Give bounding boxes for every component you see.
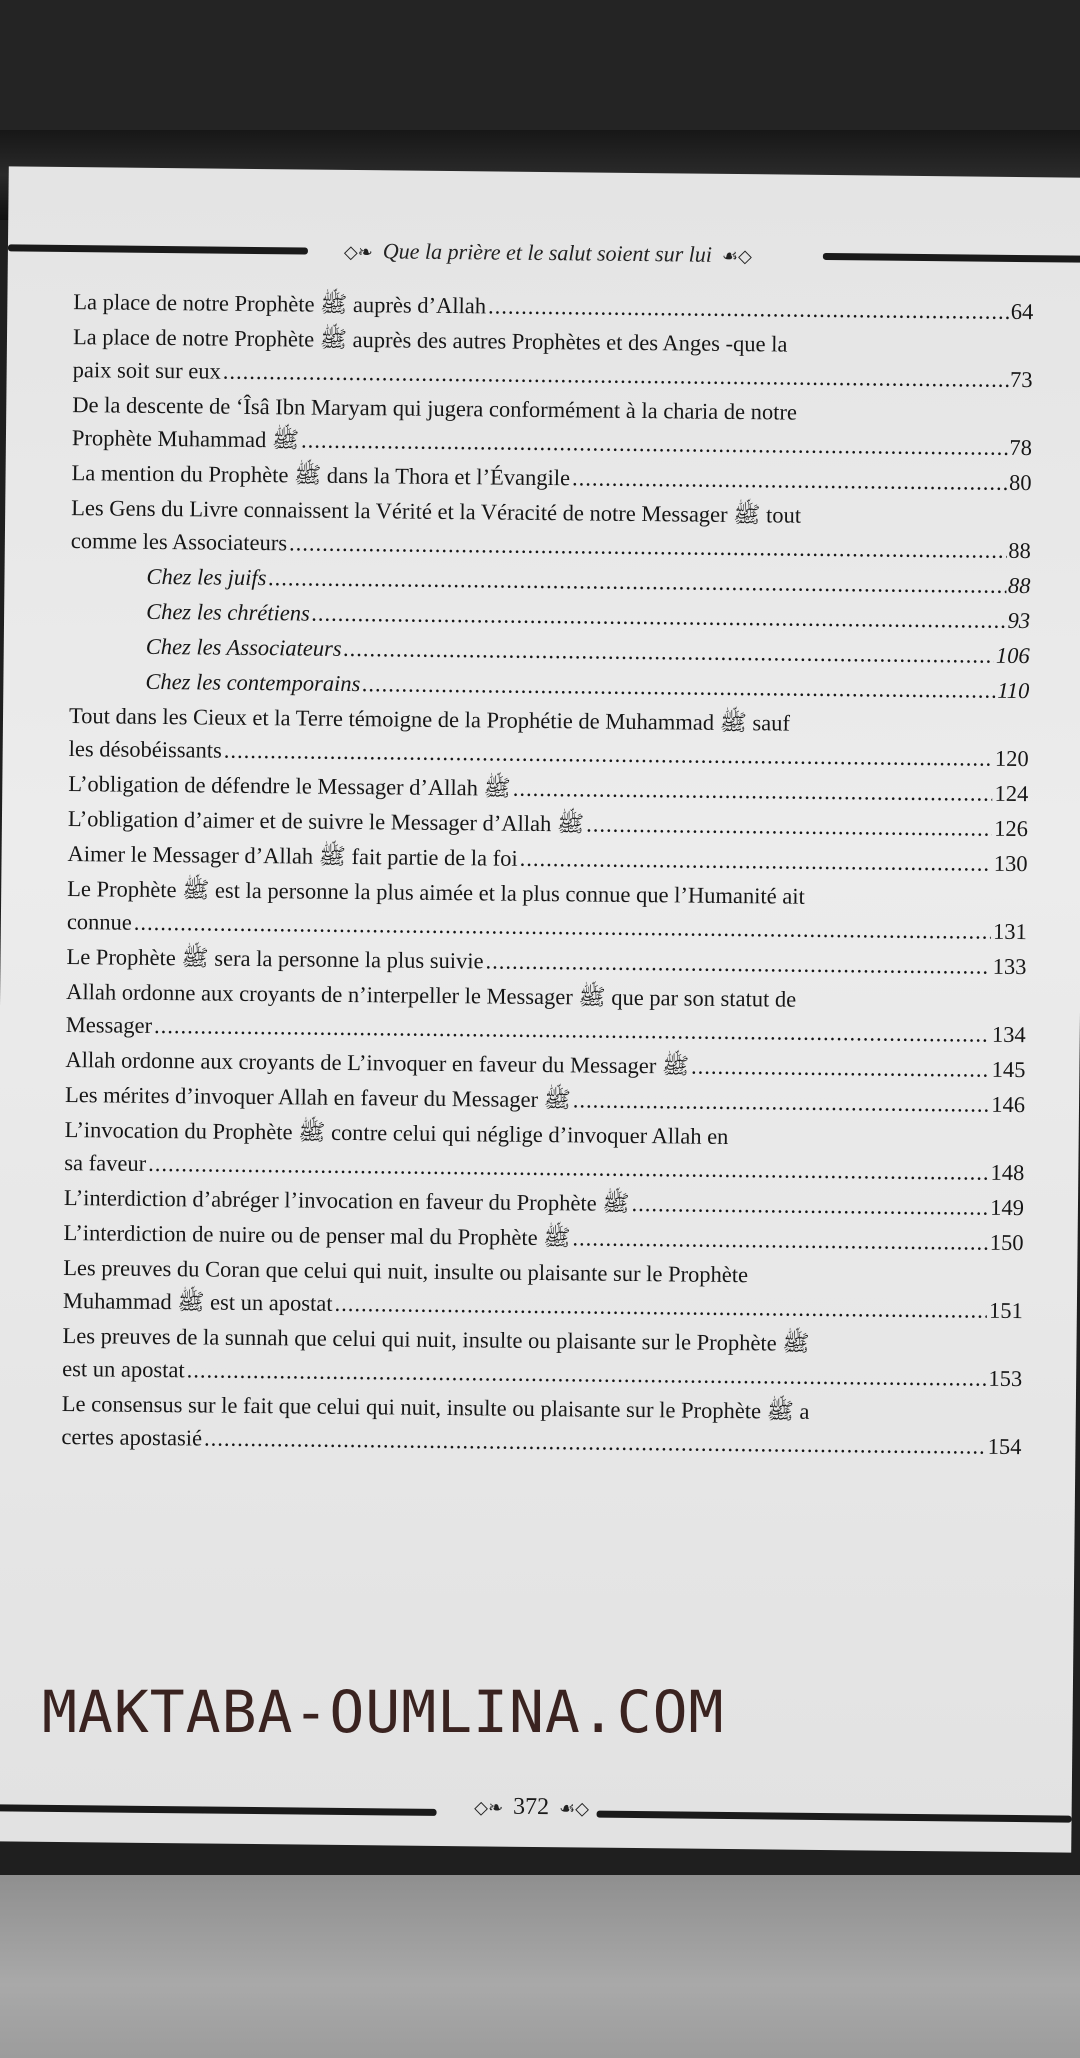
page-number: 372 (512, 1793, 550, 1821)
toc-page-number: 148 (990, 1159, 1025, 1186)
dot-leader (520, 842, 992, 880)
dot-leader (485, 944, 990, 982)
ornament-icon: ◇❧ (343, 241, 373, 263)
toc-entry (72, 388, 1033, 464)
toc-title: certes apostasié (61, 1424, 203, 1451)
toc-title: Tout dans les Cieux et la Terre témoigne de la Prophétie de Muhammad ﷺ sauf (68, 703, 791, 736)
toc-title: Le Prophète ﷺ est la personne la plus aimée et la plus connue que l’Humanité ait (67, 876, 805, 909)
toc-page-number: 133 (992, 953, 1027, 980)
dot-leader (572, 461, 1007, 499)
dot-leader (301, 423, 1008, 463)
toc-title: Les Gens du Livre connaissent la Vérité et la Véracité de notre Messager ﷺ tout (71, 495, 802, 528)
dot-leader (204, 1422, 986, 1463)
dot-leader (224, 734, 993, 775)
bottom-background (0, 1875, 1080, 2058)
toc-title: La place de notre Prophète ﷺ auprès des autres Prophètes et des Anges -que la (72, 324, 788, 357)
toc-title: La mention du Prophète ﷺ dans la Thora et l’Évangile (71, 460, 571, 491)
watermark: MAKTABA-OUMLINA.COM (42, 1678, 725, 1746)
toc-title: Chez les juifs (146, 563, 267, 591)
dot-leader (631, 1187, 988, 1224)
toc-page-number: 88 (1008, 537, 1031, 564)
toc-entry (64, 1113, 1025, 1189)
toc-title: est un apostat (62, 1356, 185, 1383)
toc-page-number: 153 (988, 1365, 1023, 1392)
toc-page-number: 131 (992, 918, 1027, 945)
toc-page-number: 126 (994, 815, 1029, 842)
toc-page-number: 106 (995, 642, 1030, 669)
toc-title: L’invocation du Prophète ﷺ contre celui qui néglige d’invoquer Allah en (64, 1117, 729, 1149)
toc-entry (73, 320, 1034, 396)
toc-page-number: 93 (1007, 607, 1031, 634)
dot-leader (691, 1050, 990, 1086)
toc-title: De la descente de ‘Îsâ Ibn Maryam qui jugera conformément à la charia de notre (72, 392, 798, 425)
toc-title: Chez les contemporains (145, 668, 361, 697)
running-head-text: Que la prière et le salut soient sur lui (382, 238, 713, 267)
toc-title: Allah ordonne aux croyants de L’invoquer en faveur du Messager ﷺ (65, 1047, 690, 1079)
dot-leader (572, 1221, 988, 1258)
toc-page-number: 130 (993, 850, 1028, 877)
top-bar (0, 0, 1080, 130)
toc-entry (66, 975, 1027, 1051)
dot-leader (334, 1287, 987, 1327)
toc-title: comme les Associateurs (70, 528, 288, 556)
toc-page-number: 151 (988, 1297, 1024, 1324)
toc-title: sa faveur (64, 1150, 147, 1176)
dot-leader (187, 1353, 987, 1394)
toc-entry (67, 872, 1028, 948)
book-page (0, 166, 1080, 1852)
toc-title: les désobéissants (68, 736, 222, 763)
toc-page-number: 154 (987, 1433, 1022, 1460)
dot-leader (289, 526, 1007, 567)
dot-leader (586, 807, 992, 844)
toc-title: Muhammad ﷺ est un apostat (62, 1288, 333, 1316)
toc-page-number: 78 (1009, 434, 1033, 461)
toc-entry (71, 491, 1032, 567)
toc-entry (63, 1251, 1024, 1327)
toc-entry (61, 1387, 1022, 1463)
toc-page-number: 124 (994, 780, 1029, 807)
toc-title: Messager (65, 1012, 153, 1038)
toc-title: L’obligation d’aimer et de suivre le Messager d’Allah ﷺ (67, 806, 585, 837)
toc-title: Chez les chrétiens (146, 598, 310, 626)
toc-entry (62, 1319, 1023, 1395)
toc-page-number: 73 (1009, 366, 1033, 393)
dot-leader (312, 597, 1006, 637)
toc-title: L’obligation de défendre le Messager d’Allah ﷺ (68, 771, 511, 801)
dot-leader (223, 355, 1009, 396)
table-of-contents (61, 285, 1033, 1465)
dot-leader (488, 289, 1009, 327)
ornament-icon: ☙◇ (559, 1798, 590, 1819)
dot-leader (513, 772, 993, 810)
toc-page-number: 120 (994, 745, 1029, 772)
toc-page-number: 149 (990, 1194, 1025, 1221)
ornament-icon: ☙◇ (721, 245, 753, 267)
toc-title: Allah ordonne aux croyants de n’interpeller le Messager ﷺ que par son statut de (66, 979, 797, 1012)
toc-title: Prophète Muhammad ﷺ (71, 425, 300, 453)
toc-title: Les preuves du Coran que celui qui nuit, insulte ou plaisante sur le Prophète (63, 1255, 749, 1288)
toc-page-number: 145 (991, 1056, 1026, 1083)
toc-title: L’interdiction de nuire ou de penser mal du Prophète ﷺ (63, 1220, 571, 1251)
toc-title: L’interdiction d’abréger l’invocation en faveur du Prophète ﷺ (63, 1185, 630, 1216)
toc-title: La place de notre Prophète ﷺ auprès d’Allah (73, 289, 487, 319)
toc-title: connue (66, 909, 133, 935)
page-folio (0, 1788, 1072, 1826)
running-head (8, 234, 1080, 271)
toc-page-number: 64 (1010, 298, 1034, 325)
toc-page-number: 146 (991, 1091, 1026, 1118)
ornament-icon: ◇❧ (474, 1797, 504, 1818)
toc-page-number: 88 (1007, 572, 1031, 599)
toc-page-number: 110 (997, 677, 1030, 704)
toc-title: Le consensus sur le fait que celui qui nuit, insulte ou plaisante sur le Prophète ﷺ a (61, 1391, 810, 1424)
toc-page-number: 150 (989, 1229, 1024, 1256)
toc-title: Les mérites d’invoquer Allah en faveur du Messager ﷺ (64, 1082, 571, 1113)
toc-title: paix soit sur eux (72, 357, 221, 384)
toc-title: Les preuves de la sunnah que celui qui nuit, insulte ou plaisante sur le Prophète ﷺ (62, 1323, 810, 1356)
toc-title: Le Prophète ﷺ sera la personne la plus suivie (66, 944, 484, 974)
toc-entry (69, 699, 1030, 775)
dot-leader (343, 632, 994, 672)
toc-title: Chez les Associateurs (145, 633, 342, 661)
toc-page-number: 80 (1008, 469, 1032, 496)
toc-title: Aimer le Messager d’Allah ﷺ fait partie de la foi (67, 841, 518, 871)
dot-leader (573, 1083, 990, 1120)
dot-leader (268, 561, 1006, 602)
dot-leader (362, 667, 995, 707)
toc-page-number: 134 (991, 1021, 1026, 1048)
